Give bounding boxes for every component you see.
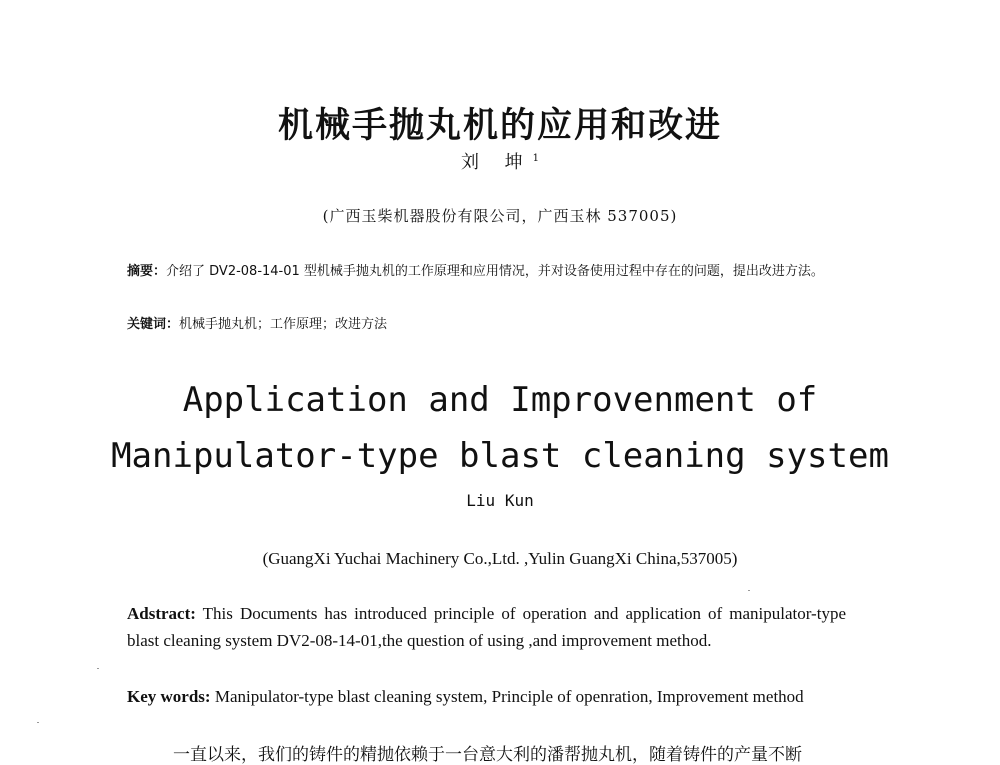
keywords-chinese-text: 机械手抛丸机；工作原理；改进方法 (179, 317, 388, 332)
paper-title-english-line1: Application and Improvenment of (182, 380, 818, 420)
author-footnote-mark: 1 (532, 153, 540, 164)
abstract-chinese-label: 摘要： (127, 264, 167, 279)
keywords-chinese-label: 关键词： (127, 317, 180, 332)
scan-speck (97, 668, 99, 669)
scan-speck (748, 590, 750, 591)
abstract-english-label: Adstract: (127, 604, 196, 623)
affiliation-chinese: (广西玉柴机器股份有限公司，广西玉林 537005) (322, 207, 678, 225)
keywords-english-label: Key words: (127, 687, 211, 706)
abstract-chinese (127, 258, 847, 285)
body-paragraph-first-line: 一直以来，我们的铸件的精抛依赖于一台意大利的潘帮抛丸机，随着铸件的产量不断 (173, 745, 802, 765)
abstract-english (127, 600, 846, 654)
keywords-chinese (127, 313, 847, 337)
paper-title-english (0, 372, 1000, 484)
abstract-english-text: This Documents has introduced principle of operation and application of manipulator-type blast cleaning system DV2-08-14-01,the question of using ,and improvement method. (127, 604, 846, 650)
affiliation-english: (GuangXi Yuchai Machinery Co.,Ltd. ,Yulin GuangXi China,537005) (262, 549, 738, 568)
paper-title-english-line2: Manipulator-type blast cleaning system (111, 436, 889, 476)
author-english: Liu Kun (466, 491, 534, 510)
author-chinese (0, 148, 1000, 174)
keywords-english (127, 683, 846, 710)
abstract-chinese-text: 介绍了 DV2-08-14-01 型机械手抛丸机的工作原理和应用情况，并对设备使用过程中存在的问题，提出改进方法。 (166, 264, 824, 279)
paper-title-chinese: 机械手抛丸机的应用和改进 (277, 106, 722, 146)
keywords-english-text: Manipulator-type blast cleaning system, Principle of openration, Improvement method (210, 687, 804, 706)
author-chinese-name: 刘 坤 (460, 152, 533, 173)
scan-speck (37, 722, 39, 723)
